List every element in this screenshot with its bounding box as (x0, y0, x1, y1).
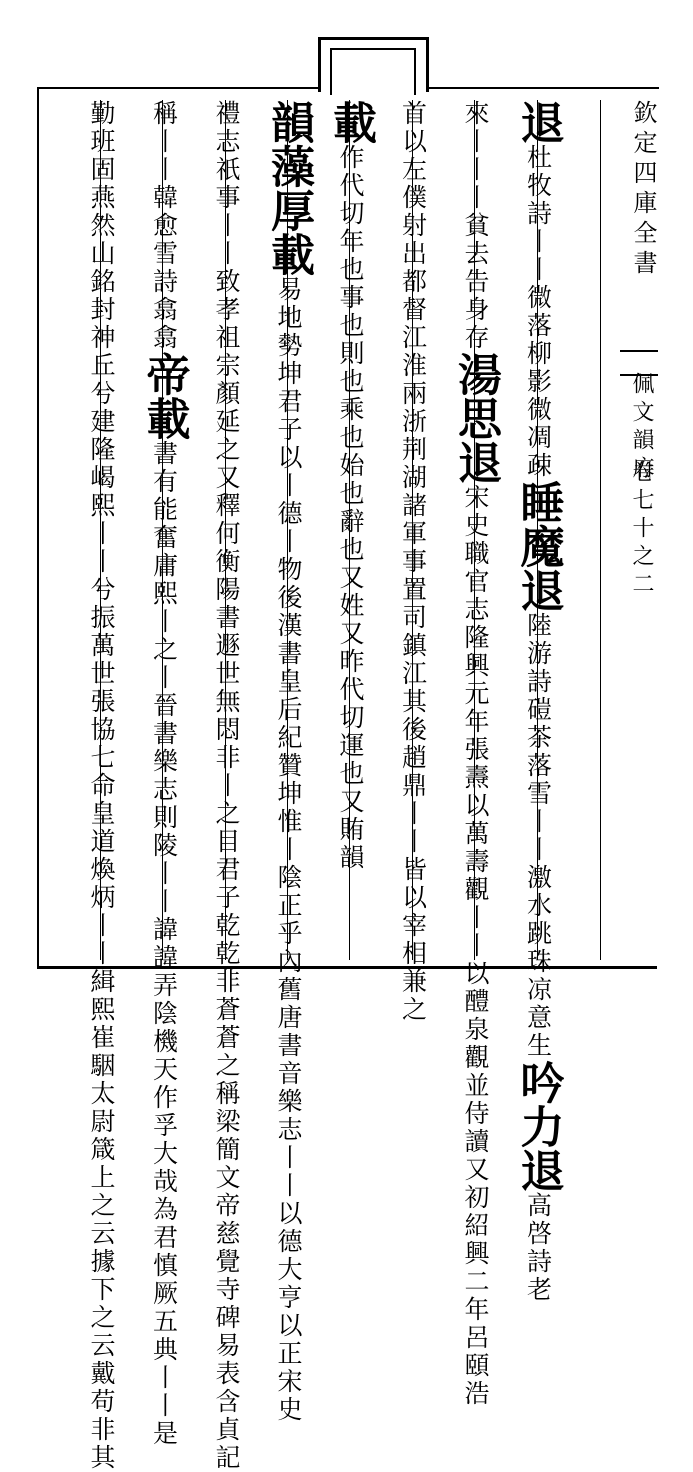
margin-volume: 卷七十之二 (629, 460, 654, 600)
column-rule (287, 100, 288, 960)
column-text: 首以左僕射出都督江淮兩浙荆湖諸軍事置司鎮江其後趙鼎丨丨皆以宰相兼之 (398, 100, 428, 1024)
column-text: 宋史職官志隆興元年張燾以萬壽觀丨丨以醴泉觀並侍讀又初紹興二年呂頤浩 (461, 484, 490, 1408)
text-column (263, 100, 314, 1424)
column-text: 高啓詩老 (523, 1192, 553, 1304)
column-text: 杜牧詩丨丨微落柳影微凋疎 (523, 144, 553, 480)
headword: 韻藻厚載 (263, 100, 314, 276)
column-text: 天作孚大哉為君慎厥五典丨丨是 (149, 1056, 179, 1448)
column-rule (349, 100, 350, 960)
column-rule (100, 100, 101, 960)
column-text: 易地勢坤君子以丨德丨物後漢書皇后紀贊坤惟丨陰正乎內舊唐書音樂志丨丨以德大亨以正宋史 (274, 276, 303, 1424)
text-column (211, 100, 241, 1472)
column-text: 禮志祇事丨丨致孝祖宗顏延之又釋何衡陽書遯世無悶非丨之目君子乾乾非蒼蒼之稱梁簡文帝慈覺寺碑易表含貞記 (212, 100, 241, 1472)
column-rule (600, 100, 601, 960)
headword: 湯思退 (450, 352, 501, 484)
text-column (325, 100, 376, 872)
text-column (450, 100, 501, 1408)
text-column (86, 100, 116, 1472)
column-text: 陸游詩磑茶落雪丨丨激水跳珠凉意生 (523, 612, 553, 1060)
headword: 睡魔退 (512, 480, 564, 612)
headword: 退 (512, 100, 564, 144)
column-text: 作代切年也事也則也乘也始也辭也又姓又昨代切運也又賄韻 (336, 144, 365, 872)
column-text: 勤班固燕然山銘封神丘兮建隆嵑熙丨丨兮振萬世張協七命皇道煥炳丨丨緝熙崔駰太尉箴上之云據下之云戴苟非其 (87, 100, 116, 1472)
margin-book-title: 欽定四庫全書 (629, 100, 657, 280)
frame-bottom-rule (37, 966, 657, 969)
headword: 帝載 (138, 352, 190, 440)
column-rule (474, 100, 475, 960)
column-text: 書有能奮庸熙丨之丨晉書樂志則陵丨丨諱諱弄陰機 (149, 440, 179, 1056)
header-tab-inner (330, 48, 416, 95)
column-text: 稱丨丨韓愈雪詩翕翕 (149, 100, 179, 352)
headword: 吟力退 (512, 1060, 564, 1192)
column-text: 來丨丨丨貧去告身存 (461, 100, 490, 352)
column-rule (537, 100, 538, 960)
column-rule (412, 100, 413, 960)
text-column (138, 100, 190, 1448)
headword: 載 (325, 100, 376, 144)
column-rule (162, 100, 163, 960)
margin-section: 佩文韻府 (629, 372, 654, 484)
column-rule (225, 100, 226, 960)
